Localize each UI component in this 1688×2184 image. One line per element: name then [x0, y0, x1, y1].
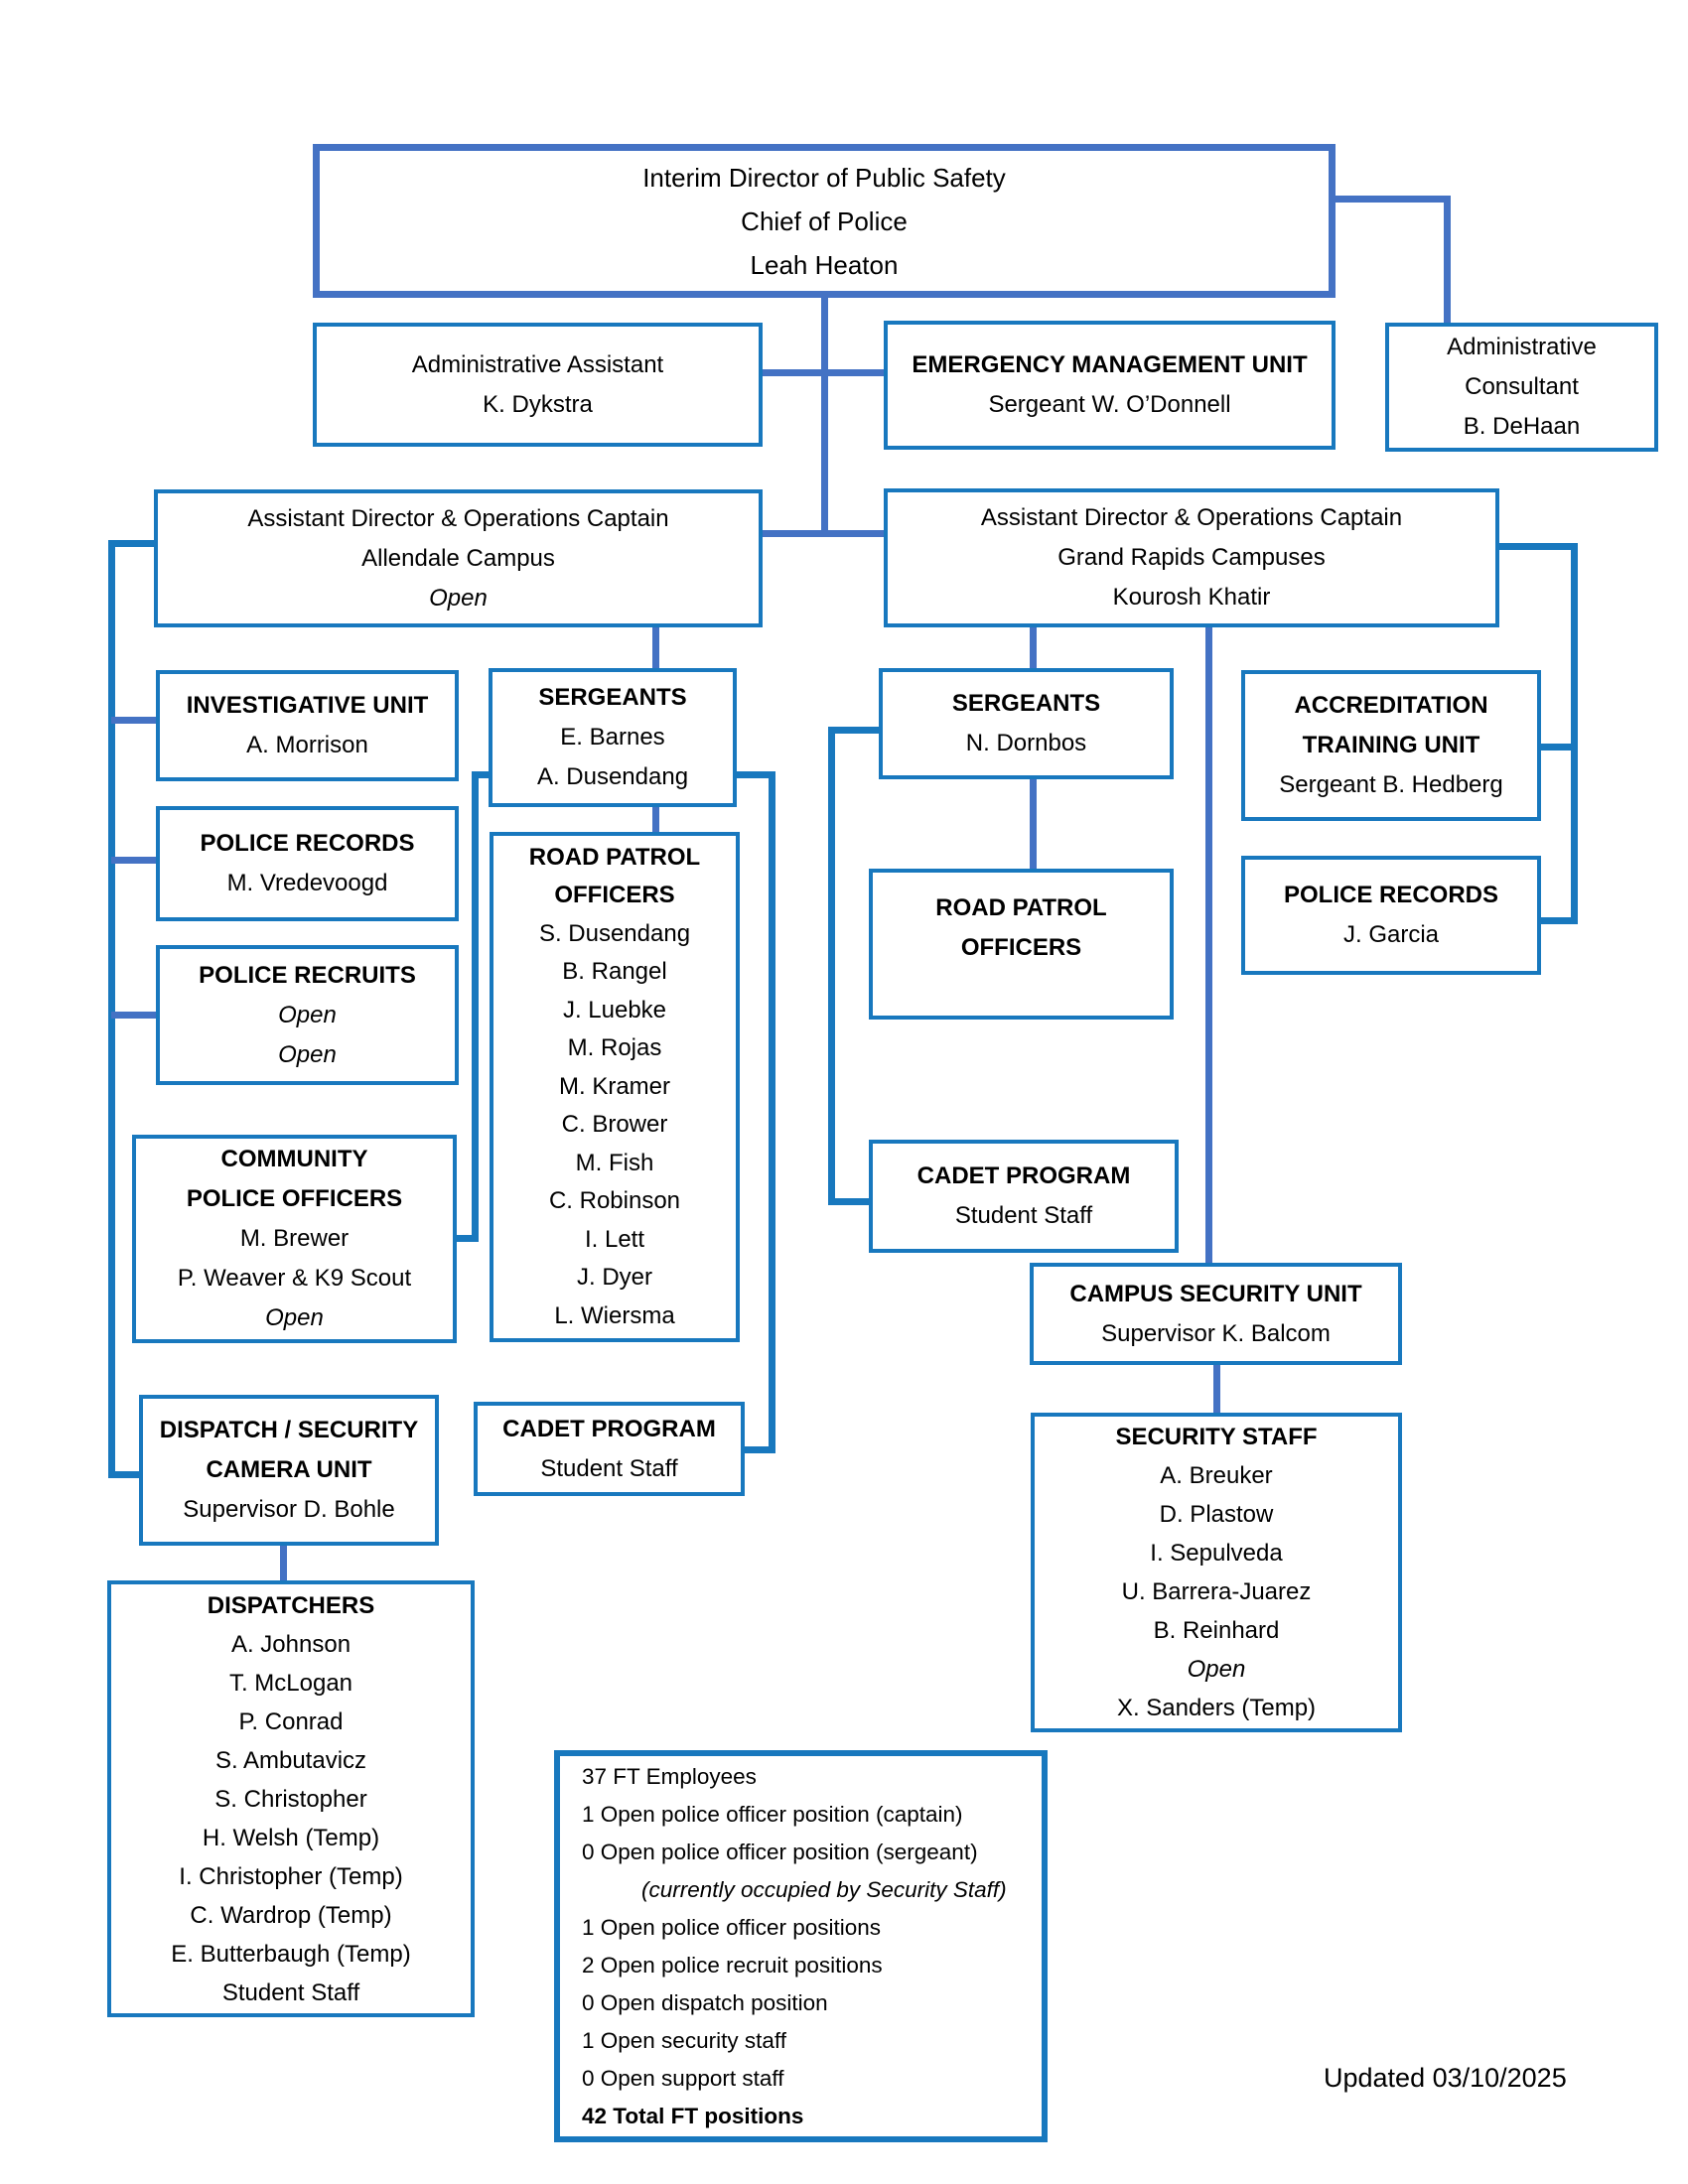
box-line: 1 Open police officer positions: [582, 1914, 882, 1940]
community-police-officers-box: [132, 1135, 457, 1343]
box-line: Interim Director of Public Safety: [642, 162, 1006, 193]
police-records-allendale-box: [156, 806, 459, 921]
box-line: 1 Open security staff: [582, 2027, 786, 2053]
box-line: M. Vredevoogd: [226, 870, 388, 896]
box-line: DISPATCH / SECURITY: [159, 1417, 419, 1443]
box-line: EMERGENCY MANAGEMENT UNIT: [912, 351, 1308, 378]
box-line: Student Staff: [540, 1454, 678, 1482]
box-line: Assistant Director & Operations Captain: [980, 504, 1403, 531]
box-line: M. Kramer: [558, 1072, 670, 1100]
box-line: Student Staff: [221, 1979, 360, 2006]
box-line: Open: [1187, 1656, 1246, 1683]
updated-date-label: Updated 03/10/2025: [1324, 2063, 1567, 2093]
accreditation-stub-connector: [1541, 744, 1571, 751]
road-patrol-officers-allendale-box: [490, 832, 740, 1342]
box-line: 0 Open dispatch position: [582, 1989, 828, 2015]
box-line: ROAD PATROL: [528, 843, 701, 871]
box-line: DISPATCHERS: [207, 1591, 375, 1619]
box-line: Supervisor K. Balcom: [1101, 1319, 1331, 1347]
box-line: M. Rojas: [567, 1034, 662, 1062]
campus-security-drop-connector: [1213, 1365, 1220, 1413]
box-line: ROAD PATROL: [935, 894, 1107, 921]
gr-drop-sergeants-connector: [1030, 627, 1037, 668]
box-line: POLICE RECRUITS: [199, 961, 416, 989]
community-stub-connector: [457, 1235, 479, 1242]
box-line: P. Weaver & K9 Scout: [177, 1265, 412, 1292]
records-gr-stub-connector: [1541, 917, 1578, 924]
accreditation-training-unit-box: [1241, 670, 1541, 821]
box-line: POLICE OFFICERS: [186, 1185, 403, 1212]
box-line: A. Morrison: [246, 732, 368, 758]
police-recruits-box: [156, 945, 459, 1085]
box-line: Grand Rapids Campuses: [1057, 544, 1326, 571]
recruits-stub-connector: [111, 1012, 156, 1019]
box-line: 0 Open police officer position (sergeant): [582, 1839, 978, 1864]
box-line: K. Dykstra: [483, 390, 593, 418]
box-line: TRAINING UNIT: [1302, 732, 1480, 758]
dispatch-security-camera-unit-box: [139, 1395, 439, 1546]
staffing-summary-box: [554, 1750, 1048, 2142]
campus-security-unit-box: [1030, 1263, 1402, 1365]
box-line: S. Dusendang: [538, 919, 691, 947]
box-line: 1 Open police officer position (captain): [582, 1801, 963, 1827]
box-line: E. Barnes: [560, 724, 665, 751]
box-line: Administrative: [1447, 334, 1597, 360]
spine-top-connector: [821, 298, 828, 537]
box-line: M. Brewer: [239, 1225, 350, 1252]
box-line: CADET PROGRAM: [916, 1162, 1131, 1189]
director-right-v-connector: [1444, 196, 1451, 327]
box-line: Chief of Police: [741, 205, 908, 236]
box-line: C. Brower: [561, 1111, 668, 1139]
gr-right-h-connector: [1499, 543, 1578, 550]
director-right-h-connector: [1336, 196, 1451, 203]
box-line: Open: [265, 1304, 324, 1331]
box-line: E. Butterbaugh (Temp): [171, 1940, 411, 1968]
box-line: INVESTIGATIVE UNIT: [186, 692, 429, 719]
box-line: CADET PROGRAM: [502, 1415, 716, 1442]
cadet-a-stub-connector: [745, 1446, 775, 1453]
box-line: C. Robinson: [548, 1187, 681, 1215]
cadet-program-grand-rapids-box: [869, 1140, 1179, 1253]
box-line: T. McLogan: [228, 1669, 353, 1697]
box-line: Leah Heaton: [750, 249, 899, 280]
box-line: S. Christopher: [214, 1785, 367, 1813]
box-line: 37 FT Employees: [582, 1763, 757, 1789]
box-line: L. Wiersma: [554, 1301, 675, 1329]
box-line: J. Garcia: [1342, 921, 1440, 948]
box-line: Supervisor D. Bohle: [183, 1496, 395, 1523]
box-line: X. Sanders (Temp): [1116, 1695, 1317, 1721]
box-line: CAMERA UNIT: [206, 1456, 372, 1483]
box-line: ACCREDITATION: [1294, 692, 1488, 719]
sergeants-allendale-box: [489, 668, 737, 807]
box-line: A. Breuker: [1160, 1462, 1273, 1489]
box-line: S. Ambutavicz: [214, 1746, 367, 1774]
box-line: 42 Total FT positions: [582, 2103, 804, 2128]
box-line: U. Barrera-Juarez: [1121, 1578, 1312, 1605]
box-line: OFFICERS: [960, 934, 1082, 961]
box-line: M. Fish: [575, 1149, 654, 1176]
box-line: 0 Open support staff: [582, 2065, 784, 2091]
left-rail-bottom-connector: [108, 1471, 139, 1478]
admin-consultant-box: [1385, 323, 1658, 452]
box-line: 2 Open police recruit positions: [582, 1952, 883, 1978]
box-line: POLICE RECORDS: [200, 830, 415, 857]
box-line: B. DeHaan: [1463, 413, 1581, 440]
records-allendale-stub-connector: [111, 857, 156, 864]
director-box: [313, 144, 1336, 298]
box-line: Sergeant B. Hedberg: [1279, 771, 1503, 798]
allendale-drop-connector: [652, 627, 659, 670]
box-line: SERGEANTS: [538, 684, 687, 711]
cadet-program-allendale-box: [474, 1402, 745, 1496]
box-line: Sergeant W. O’Donnell: [988, 391, 1231, 418]
gr-drop-security-connector: [1205, 627, 1212, 1263]
gr-right-v-connector: [1571, 543, 1578, 924]
sergeants-gr-left-h-connector: [828, 727, 879, 734]
sergeants-a-drop-connector: [652, 807, 659, 832]
box-line: J. Luebke: [562, 996, 667, 1024]
grand-rapids-captain-box: [884, 488, 1499, 627]
sergeants-gr-drop-connector: [1030, 779, 1037, 869]
box-line: P. Conrad: [238, 1707, 344, 1735]
left-rail-top-connector: [111, 540, 156, 547]
box-line: Assistant Director & Operations Captain: [247, 504, 669, 532]
box-line: Allendale Campus: [361, 544, 555, 572]
box-line: POLICE RECORDS: [1283, 882, 1499, 908]
box-line: Open: [429, 584, 488, 612]
box-line: I. Christopher (Temp): [179, 1862, 403, 1890]
box-line: B. Rangel: [562, 958, 667, 986]
box-line: SECURITY STAFF: [1115, 1424, 1318, 1450]
box-line: D. Plastow: [1159, 1501, 1274, 1528]
dispatch-drop-connector: [280, 1546, 287, 1580]
sergeants-a-right-v-connector: [769, 771, 775, 1453]
investigative-unit-box: [156, 670, 459, 781]
box-line: Kourosh Khatir: [1112, 584, 1271, 611]
box-line: H. Welsh (Temp): [202, 1824, 380, 1851]
road-patrol-officers-grand-rapids-box: [869, 869, 1174, 1020]
box-line: C. Wardrop (Temp): [190, 1901, 392, 1929]
captains-crossbar-connector: [763, 530, 884, 537]
admin-assistant-box: [313, 323, 763, 447]
allendale-captain-box: [154, 489, 763, 627]
emergency-management-box: [884, 321, 1336, 450]
box-line: OFFICERS: [554, 882, 675, 909]
admin-crossbar-connector: [763, 369, 884, 376]
box-line: SERGEANTS: [951, 690, 1101, 717]
box-line: (currently occupied by Security Staff): [641, 1876, 1007, 1902]
box-line: Open: [278, 1001, 337, 1028]
box-line: I. Sepulveda: [1150, 1540, 1283, 1567]
box-line: COMMUNITY: [220, 1146, 368, 1172]
box-line: A. Dusendang: [536, 763, 689, 790]
police-records-grand-rapids-box: [1241, 856, 1541, 975]
box-line: Student Staff: [954, 1202, 1093, 1229]
sergeants-grand-rapids-box: [879, 668, 1174, 779]
left-rail-connector: [108, 540, 115, 1478]
box-line: Administrative Assistant: [411, 350, 664, 378]
cadet-gr-stub-connector: [828, 1198, 869, 1205]
box-line: A. Johnson: [230, 1630, 352, 1658]
box-line: J. Dyer: [576, 1264, 652, 1292]
box-line: Consultant: [1465, 373, 1579, 400]
box-line: Open: [278, 1040, 337, 1068]
dispatchers-box: [107, 1580, 475, 2017]
sergeants-gr-left-v-connector: [828, 727, 835, 1205]
box-line: N. Dornbos: [965, 730, 1087, 756]
investigative-stub-connector: [111, 717, 156, 724]
box-line: CAMPUS SECURITY UNIT: [1069, 1280, 1362, 1307]
box-line: B. Reinhard: [1153, 1617, 1280, 1644]
box-line: I. Lett: [584, 1225, 645, 1253]
security-staff-box: [1031, 1413, 1402, 1732]
sergeants-a-left-v-connector: [472, 771, 479, 1242]
